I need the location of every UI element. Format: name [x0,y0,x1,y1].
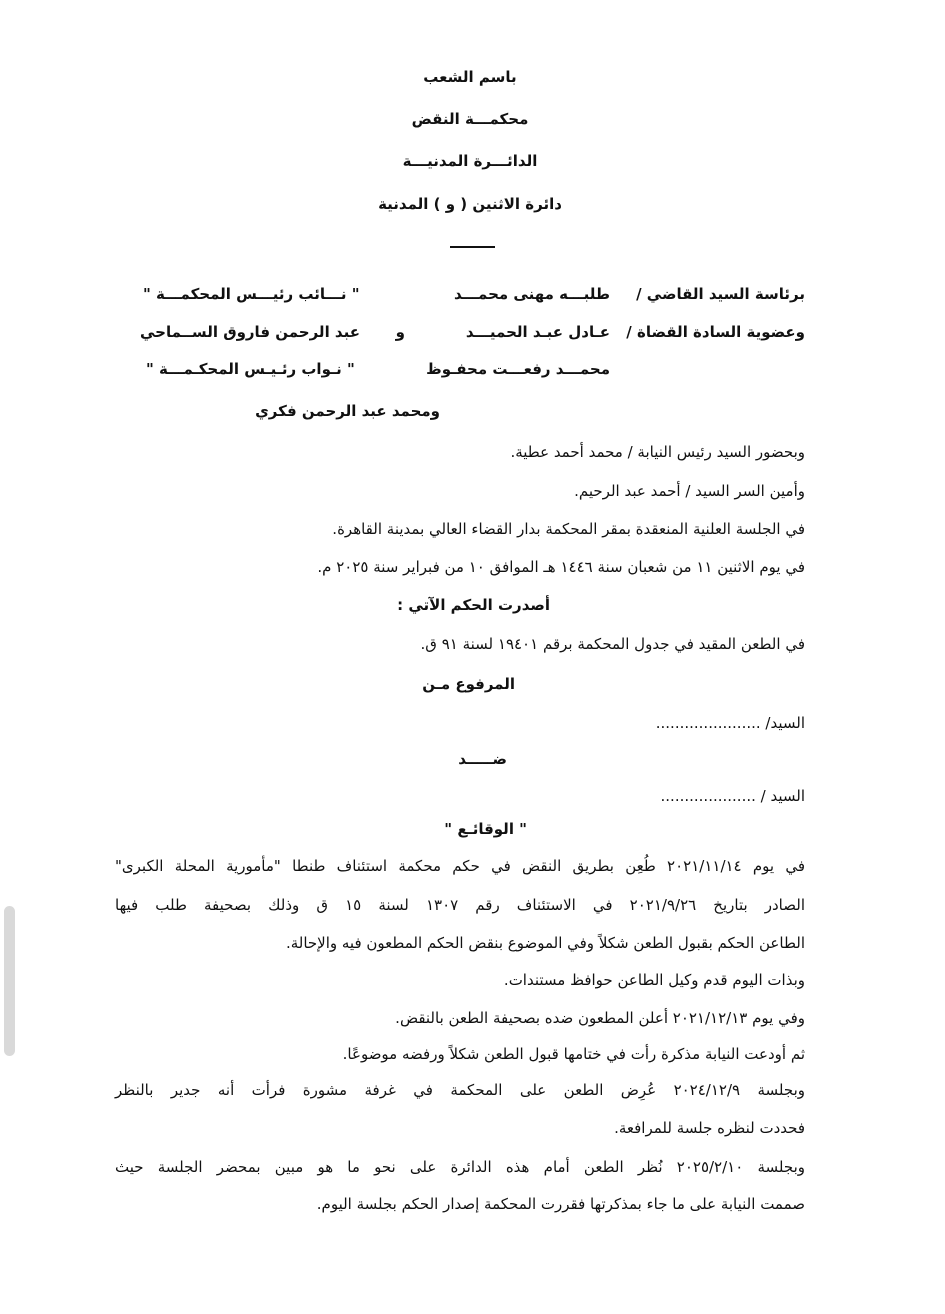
member-3-name: محمـــد رفعـــت محفـوظ [426,360,610,378]
vertical-scrollbar[interactable] [4,906,15,1056]
header-in-name-of-people: باسم الشعب [423,68,517,86]
presiding-label: برئاسة السيد القاضي / [636,285,805,303]
facts-para-4: ثم أودعت النيابة مذكرة رأت في ختامها قبول الطعن شكلاً ورفضه موضوعًا. [342,1045,805,1063]
appeal-line: في الطعن المقيد في جدول المحكمة برقم ١٩٤٠١ لسنة ٩١ ق. [420,635,805,653]
secretary-line: وأمين السر السيد / أحمد عبد الرحيم. [574,482,805,500]
facts-para-1-line-1: في يوم ٢٠٢١/١١/١٤ طُعِن بطريق النقض في حكم محكمة استئناف طنطا "مأمورية المحلة الكبرى" [115,857,805,875]
presiding-judge-name: طلبـــه مهنى محمـــد [454,285,610,303]
header-civil-circuit: الدائـــرة المدنيـــة [402,152,538,170]
session-date-line: في يوم الاثنين ١١ من شعبان سنة ١٤٤٦ هـ الموافق ١٠ من فبراير سنة ٢٠٢٥ م. [317,558,805,576]
ruling-heading: أصدرت الحكم الآتي : [397,596,550,614]
appellant-line: السيد/ ...................... [655,714,805,732]
members-title: " نـواب رئـيـس المحكـمـــة " [146,360,355,378]
header-divider [450,246,495,248]
header-court-of-cassation: محكمـــة النقض [411,110,529,128]
facts-para-1-line-2: الصادر بتاريخ ٢٠٢١/٩/٢٦ في الاستئناف رقم ١٣٠٧ لسنة ١٥ ق وذلك بصحيفة طلب فيها [115,896,805,914]
members-label: وعضوية السادة القضاة / [626,323,805,341]
facts-para-5-line-2: فحددت لنظره جلسة للمرافعة. [614,1119,805,1137]
facts-para-3: وفي يوم ٢٠٢١/١٢/١٣ أعلن المطعون ضده بصحيفة الطعن بالنقض. [395,1009,805,1027]
facts-para-1-line-3: الطاعن الحكم بقبول الطعن شكلاً وفي الموضوع بنقض الحكم المطعون فيه والإحالة. [285,934,805,952]
facts-heading: " الوقائـع " [444,820,527,838]
member-1-name: عـادل عبـد الحميـــد [465,323,610,341]
presiding-judge-title: " نـــائب رئيـــس المحكمـــة " [143,285,360,303]
member-2-name: عبد الرحمن فاروق الســماحي [140,323,360,341]
venue-line: في الجلسة العلنية المنعقدة بمقر المحكمة بدار القضاء العالي بمدينة القاهرة. [332,520,805,538]
facts-para-6-line-2: صممت النيابة على ما جاء بمذكرتها فقررت المحكمة إصدار الحكم بجلسة اليوم. [316,1195,805,1213]
facts-para-5-line-1: وبجلسة ٢٠٢٤/١٢/٩ عُرِض الطعن على المحكمة في غرفة مشورة فرأت أنه جدير بالنظر [115,1081,805,1099]
against-heading: ضـــــد [458,750,507,768]
respondent-line: السيد / .................... [660,787,805,805]
prosecutor-line: وبحضور السيد رئيس النيابة / محمد أحمد عطية. [510,443,805,461]
facts-para-6-line-1: وبجلسة ٢٠٢٥/٢/١٠ نُظر الطعن أمام هذه الدائرة على نحو ما هو مبين بمحضر الجلسة حيث [115,1158,805,1176]
header-monday-circuit: دائرة الاثنين ( و ) المدنية [378,195,562,213]
facts-para-2: وبذات اليوم قدم وكيل الطاعن حوافظ مستندات. [503,971,805,989]
member-4-name: ومحمد عبد الرحمن فكري [255,402,440,420]
conjunction-and: و [395,323,405,341]
filed-by-heading: المرفوع مـن [422,675,515,693]
